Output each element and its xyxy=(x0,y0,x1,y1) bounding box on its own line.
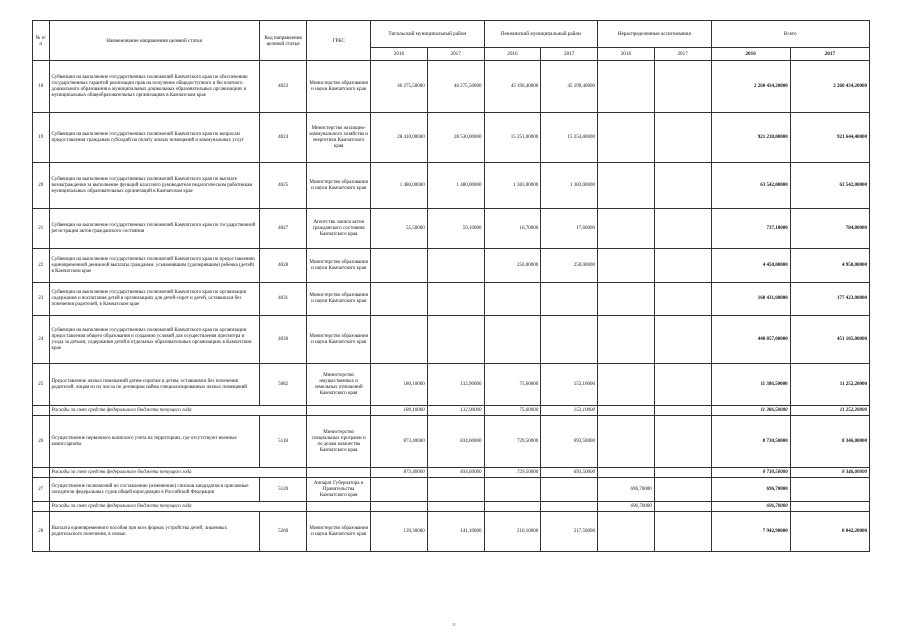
cell-num xyxy=(33,502,50,512)
table-row xyxy=(33,163,870,209)
cell-value: 217,50000 xyxy=(541,512,598,552)
cell-value: 729,50000 xyxy=(484,416,541,468)
cell-total-2017: 63 542,00000 xyxy=(790,163,869,209)
table-row xyxy=(33,61,870,113)
cell-name: Субвенции на выполнение государственных полномочий Камчатского края по обеспечению государственных гарантий реализации прав на получение общедоступного и бесплатного дошкольного образования в муниципальных дошкольных образовательных организациях и муниципальных общеобразовательных организациях в Камчатском крае xyxy=(49,61,259,113)
cell-value xyxy=(598,163,655,209)
cell-value: 250,00000 xyxy=(484,249,541,283)
cell-grbs: Министерство образования и науки Камчатского края xyxy=(307,316,371,364)
table-row xyxy=(33,512,870,552)
cell-value: 139,30000 xyxy=(371,512,428,552)
cell-subtotal-label: Расходы за счет средств федерального бюджета текущего года xyxy=(49,468,307,478)
cell-value: 132,90000 xyxy=(427,406,484,416)
cell-value: 153,10000 xyxy=(541,364,598,406)
cell-value xyxy=(598,209,655,249)
cell-value: 46 275,50000 xyxy=(371,61,428,113)
table-row xyxy=(33,283,870,316)
cell-value: 141,10000 xyxy=(427,512,484,552)
cell-value: 693,50000 xyxy=(541,468,598,478)
header-year: 2017 xyxy=(654,48,711,61)
cell-total-2017: 8 346,00000 xyxy=(790,468,869,478)
cell-value: 834,60000 xyxy=(427,416,484,468)
cell-num: 22 xyxy=(33,249,50,283)
page-marker: 11 xyxy=(452,622,456,627)
header-group-tigil: Тигильский муниципальный район xyxy=(371,21,484,48)
cell-grbs: Министерство образования и науки Камчатского края xyxy=(307,283,371,316)
header-group-unallocated: Нераспределенные ассигнования xyxy=(598,21,711,48)
cell-value xyxy=(541,316,598,364)
header-year: 2017 xyxy=(790,48,869,61)
cell-code: 4024 xyxy=(259,113,306,163)
cell-code: 4027 xyxy=(259,209,306,249)
header-year: 2016 xyxy=(598,48,655,61)
cell-value: 15 251,00000 xyxy=(484,113,541,163)
cell-value xyxy=(598,512,655,552)
budget-table xyxy=(32,20,870,552)
cell-value: 75,60000 xyxy=(484,364,541,406)
table-row xyxy=(33,316,870,364)
cell-name: Предоставление жилых помещений детям-сиротам и детям, оставшимся без попечения родителей, лицам из их числа по договорам найма специализированных жилых помещений xyxy=(49,364,259,406)
cell-name: Субвенции на выполнение государственных полномочий Камчатского края по организации предоставления общего образования и созданию условий для осуществления присмотра и ухода за детьми, содержания детей в отдельных образовательных организациях в Камчатском крае xyxy=(49,316,259,364)
cell-value xyxy=(598,406,655,416)
cell-value: 59,10000 xyxy=(427,209,484,249)
table-row xyxy=(33,113,870,163)
header-year: 2016 xyxy=(484,48,541,61)
cell-num: 26 xyxy=(33,416,50,468)
cell-total-2016: 4 450,00000 xyxy=(711,249,790,283)
cell-value xyxy=(654,416,711,468)
cell-value: 250,00000 xyxy=(541,249,598,283)
cell-grbs: Агентство записи актов гражданского состояния Камчатского края xyxy=(307,209,371,249)
cell-value xyxy=(654,283,711,316)
subtotal-row xyxy=(33,502,870,512)
cell-value xyxy=(654,163,711,209)
cell-total-2016: 7 942,90000 xyxy=(711,512,790,552)
cell-value xyxy=(484,502,541,512)
cell-code: 4023 xyxy=(259,61,306,113)
cell-value xyxy=(371,502,428,512)
cell-value: 132,90000 xyxy=(427,364,484,406)
cell-value xyxy=(484,316,541,364)
cell-code: 5120 xyxy=(259,478,306,502)
cell-grbs xyxy=(307,502,371,512)
subtotal-row xyxy=(33,468,870,478)
cell-value xyxy=(371,249,428,283)
cell-value xyxy=(371,316,428,364)
cell-value: 46 275,50000 xyxy=(427,61,484,113)
cell-value xyxy=(598,316,655,364)
cell-value: 28 530,00000 xyxy=(427,113,484,163)
cell-num: 28 xyxy=(33,512,50,552)
cell-name: Осуществление первичного воинского учета на территориях, где отсутствуют военные комиссариаты xyxy=(49,416,259,468)
cell-value: 180,10000 xyxy=(371,406,428,416)
cell-total-2016: 2 260 434,20000 xyxy=(711,61,790,113)
cell-total-2016: 11 386,50000 xyxy=(711,364,790,406)
header-year: 2016 xyxy=(711,48,790,61)
cell-value: 45 190,40000 xyxy=(541,61,598,113)
cell-value: 729,50000 xyxy=(484,468,541,478)
cell-name: Субвенции на выполнение государственных полномочий Камчатского края по предоставлению единовременной денежной выплаты гражданам, усыновившим (удочерившим) ребенка (детей) в Камчатском крае xyxy=(49,249,259,283)
cell-subtotal-label: Расходы за счет средств федерального бюджета текущего года xyxy=(49,502,307,512)
cell-total-2017: 2 260 434,20000 xyxy=(790,61,869,113)
cell-total-2017 xyxy=(790,478,869,502)
cell-num xyxy=(33,406,50,416)
cell-value: 1 383,00000 xyxy=(484,163,541,209)
cell-value xyxy=(654,406,711,416)
header-total: Всего xyxy=(711,21,870,48)
cell-value xyxy=(598,468,655,478)
cell-grbs: Министерство имущественных и земельных отношений Камчатского края xyxy=(307,364,371,406)
cell-value: 17,60000 xyxy=(541,209,598,249)
cell-total-2017 xyxy=(790,502,869,512)
cell-name: Выплата единовременного пособия при всех формах устройства детей, лишенных родительского попечения, в семью xyxy=(49,512,259,552)
cell-value xyxy=(371,478,428,502)
cell-num: 23 xyxy=(33,283,50,316)
cell-value xyxy=(598,249,655,283)
cell-value xyxy=(541,502,598,512)
cell-value: 75,60000 xyxy=(484,406,541,416)
cell-num: 27 xyxy=(33,478,50,502)
cell-total-2016: 168 431,00000 xyxy=(711,283,790,316)
cell-value: 696,70000 xyxy=(598,502,655,512)
cell-value xyxy=(654,209,711,249)
cell-value xyxy=(541,283,598,316)
cell-code: 4030 xyxy=(259,316,306,364)
cell-code: 4031 xyxy=(259,283,306,316)
cell-grbs: Аппарат Губернатора и Правительства Камчатского края xyxy=(307,478,371,502)
cell-num: 19 xyxy=(33,113,50,163)
cell-name: Субвенции на выполнение государственных полномочий Камчатского края по выплате вознаграждения за выполнение функций классного руководителя педагогическим работникам муниципальных образовательных организаций в Камчатском крае xyxy=(49,163,259,209)
cell-value xyxy=(654,113,711,163)
cell-total-2017: 11 252,20000 xyxy=(790,406,869,416)
cell-total-2016: 8 730,50000 xyxy=(711,468,790,478)
cell-total-2016: 696,70000 xyxy=(711,502,790,512)
cell-value xyxy=(427,478,484,502)
cell-value: 180,10000 xyxy=(371,364,428,406)
header-name: Наименование направления целевой статьи xyxy=(49,21,259,61)
cell-value xyxy=(541,478,598,502)
cell-value xyxy=(654,249,711,283)
cell-num: 24 xyxy=(33,316,50,364)
cell-grbs: Министерство жилищно-коммунального хозяйства и энергетики Камчатского края xyxy=(307,113,371,163)
cell-value: 1 480,00000 xyxy=(427,163,484,209)
cell-total-2017: 451 105,00000 xyxy=(790,316,869,364)
cell-value xyxy=(654,468,711,478)
cell-total-2016: 63 542,00000 xyxy=(711,163,790,209)
subtotal-row xyxy=(33,406,870,416)
cell-grbs xyxy=(307,468,371,478)
cell-total-2017: 921 644,40000 xyxy=(790,113,869,163)
cell-value xyxy=(484,283,541,316)
cell-grbs: Министерство образования и науки Камчатского края xyxy=(307,249,371,283)
table-body xyxy=(33,61,870,552)
header-year: 2017 xyxy=(541,48,598,61)
cell-value: 16,70000 xyxy=(484,209,541,249)
cell-value: 28 410,00000 xyxy=(371,113,428,163)
cell-value xyxy=(371,283,428,316)
cell-code: 5118 xyxy=(259,416,306,468)
cell-value: 153,10000 xyxy=(541,406,598,416)
header-grbs: ГРБС xyxy=(307,21,371,61)
cell-value xyxy=(654,61,711,113)
cell-total-2016: 921 238,00000 xyxy=(711,113,790,163)
cell-value xyxy=(598,364,655,406)
cell-name: Осуществление полномочий по составлению (изменению) списков кандидатов в присяжные заседатели федеральных судов общей юрисдикции в Российской Федерации xyxy=(49,478,259,502)
cell-total-2017: 11 252,20000 xyxy=(790,364,869,406)
table-row xyxy=(33,478,870,502)
cell-total-2017: 8 346,00000 xyxy=(790,416,869,468)
cell-value: 45 190,40000 xyxy=(484,61,541,113)
cell-value: 55,50000 xyxy=(371,209,428,249)
cell-value xyxy=(427,249,484,283)
cell-total-2016: 11 386,50000 xyxy=(711,406,790,416)
table-row xyxy=(33,416,870,468)
cell-value: 216,10000 xyxy=(484,512,541,552)
cell-code: 4028 xyxy=(259,249,306,283)
cell-total-2016: 440 857,00000 xyxy=(711,316,790,364)
cell-num: 21 xyxy=(33,209,50,249)
cell-subtotal-label: Расходы за счет средств федерального бюджета текущего года xyxy=(49,406,307,416)
cell-value xyxy=(654,364,711,406)
cell-value: 834,60000 xyxy=(427,468,484,478)
cell-total-2017: 8 042,20000 xyxy=(790,512,869,552)
header-group-penzhin: Пенжинский муниципальный район xyxy=(484,21,597,48)
cell-value: 1 383,00000 xyxy=(541,163,598,209)
cell-grbs: Министерство образования и науки Камчатского края xyxy=(307,61,371,113)
cell-total-2017: 784,80000 xyxy=(790,209,869,249)
cell-value xyxy=(654,316,711,364)
cell-total-2016: 8 730,50000 xyxy=(711,416,790,468)
cell-num: 18 xyxy=(33,61,50,113)
header-year: 2017 xyxy=(427,48,484,61)
cell-value: 1 480,00000 xyxy=(371,163,428,209)
header-code: Код направления целевой статьи xyxy=(259,21,306,61)
budget-table-sheet xyxy=(32,20,882,552)
cell-value xyxy=(427,283,484,316)
cell-code: 5260 xyxy=(259,512,306,552)
header-year: 2016 xyxy=(371,48,428,61)
cell-code: 5082 xyxy=(259,364,306,406)
cell-name: Субвенции на выполнение государственных полномочий Камчатского края по вопросам предоставления гражданам субсидий на оплату жилых помещений и коммунальных услуг xyxy=(49,113,259,163)
cell-num xyxy=(33,468,50,478)
cell-value xyxy=(598,283,655,316)
cell-num: 25 xyxy=(33,364,50,406)
table-row xyxy=(33,364,870,406)
header-num: № п/п xyxy=(33,21,50,61)
cell-value xyxy=(654,512,711,552)
cell-value xyxy=(427,316,484,364)
cell-value xyxy=(654,502,711,512)
cell-name: Субвенции на выполнение государственных полномочий Камчатского края по государственной регистрации актов гражданского состояния xyxy=(49,209,259,249)
cell-value xyxy=(598,61,655,113)
cell-grbs: Министерство специальных программ и по делам казачества Камчатского края xyxy=(307,416,371,468)
cell-value xyxy=(598,113,655,163)
cell-name: Субвенции на выполнение государственных полномочий Камчатского края по организации содержания и воспитания детей в организациях для детей-сирот и детей, оставшихся без попечения родителей, в Камчатском крае xyxy=(49,283,259,316)
cell-value xyxy=(654,478,711,502)
cell-value: 15 254,00000 xyxy=(541,113,598,163)
cell-value: 696,70000 xyxy=(598,478,655,502)
cell-value: 873,40000 xyxy=(371,416,428,468)
cell-total-2016: 696,70000 xyxy=(711,478,790,502)
cell-grbs xyxy=(307,406,371,416)
cell-value xyxy=(598,416,655,468)
cell-value xyxy=(427,502,484,512)
cell-total-2017: 4 950,00000 xyxy=(790,249,869,283)
cell-code: 4025 xyxy=(259,163,306,209)
cell-total-2017: 177 423,00000 xyxy=(790,283,869,316)
cell-value: 873,40000 xyxy=(371,468,428,478)
cell-grbs: Министерство образования и науки Камчатского края xyxy=(307,163,371,209)
table-row xyxy=(33,249,870,283)
cell-value: 693,50000 xyxy=(541,416,598,468)
cell-num: 20 xyxy=(33,163,50,209)
cell-total-2016: 737,10000 xyxy=(711,209,790,249)
cell-grbs: Министерство образования и науки Камчатского края xyxy=(307,512,371,552)
table-row xyxy=(33,209,870,249)
cell-value xyxy=(484,478,541,502)
